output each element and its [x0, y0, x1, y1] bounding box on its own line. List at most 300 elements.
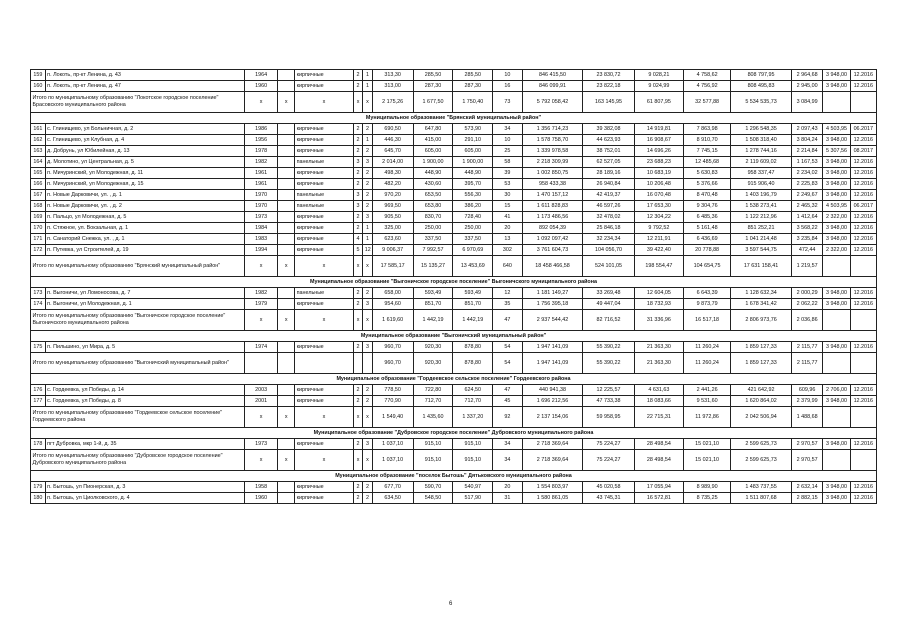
- table-cell: 163: [31, 146, 46, 157]
- total-label: Итого по муниципальному образованию "Гордеевское сельское поселение" Гордеевского района: [31, 407, 245, 428]
- table-cell: 517,90: [453, 493, 493, 504]
- table-cell: 2 964,68: [791, 70, 822, 81]
- table-cell: 1 483 737,55: [731, 482, 792, 493]
- table-cell: 2: [363, 493, 372, 504]
- table-cell: 10: [493, 135, 522, 146]
- table-cell: 1 678 341,42: [731, 299, 792, 310]
- table-cell: 653,50: [413, 190, 453, 201]
- table-cell: 11 260,24: [683, 342, 730, 353]
- table-cell: 1 092 097,42: [522, 234, 583, 245]
- table-row: [31, 124, 877, 135]
- table-cell: 658,00: [372, 288, 413, 299]
- table-cell: 55 390,22: [583, 342, 634, 353]
- section-title: Муниципальное образование "Выгоничское городское поселение" Выгоничского муниципального района: [31, 277, 877, 288]
- table-row: [31, 396, 877, 407]
- table-cell: 3 948,00: [823, 223, 850, 234]
- table-cell: [278, 190, 295, 201]
- table-cell: 11 972,86: [683, 407, 730, 428]
- table-cell: 1960: [244, 493, 278, 504]
- table-cell: 25 846,18: [583, 223, 634, 234]
- table-cell: 5 792 058,42: [522, 92, 583, 113]
- table-cell: 14 919,81: [634, 124, 683, 135]
- table-cell: кирпичные: [295, 385, 354, 396]
- table-cell: 2 599 625,73: [731, 450, 792, 471]
- table-cell: 164: [31, 157, 46, 168]
- table-cell: 337,50: [413, 234, 453, 245]
- table-cell: 3 235,84: [791, 234, 822, 245]
- table-cell: 958 433,38: [522, 179, 583, 190]
- table-cell: 524 101,05: [583, 256, 634, 277]
- table-cell: [823, 92, 850, 113]
- table-row: [31, 168, 877, 179]
- table-cell: д. Молотино, ул Центральная, д. 5: [45, 157, 244, 168]
- table-row: [31, 81, 877, 92]
- table-cell: 4 758,62: [683, 70, 730, 81]
- table-cell: 540,97: [453, 482, 493, 493]
- table-cell: 171: [31, 234, 46, 245]
- table-cell: 2 882,15: [791, 493, 822, 504]
- table-cell: 169: [31, 212, 46, 223]
- table-cell: 3 948,00: [823, 439, 850, 450]
- table-cell: [278, 234, 295, 245]
- table-cell: 2 042 506,94: [731, 407, 792, 428]
- table-cell: с. Гордеевка, ул Победы, д. 8: [45, 396, 244, 407]
- table-cell: кирпичные: [295, 179, 354, 190]
- table-cell: 28 498,54: [634, 439, 683, 450]
- table-cell: 2 225,83: [791, 179, 822, 190]
- table-cell: 2 115,77: [791, 342, 822, 353]
- table-cell: [278, 124, 295, 135]
- table-cell: x: [295, 92, 354, 113]
- table-cell: [278, 396, 295, 407]
- table-cell: 1 580 861,05: [522, 493, 583, 504]
- table-cell: x: [244, 407, 278, 428]
- table-cell: 2 970,57: [791, 439, 822, 450]
- table-cell: с. Гордеевка, ул Победы, д. 14: [45, 385, 244, 396]
- table-cell: 23 830,72: [583, 70, 634, 81]
- table-cell: 47: [493, 385, 522, 396]
- table-cell: 2 806 973,76: [731, 310, 792, 331]
- table-cell: 2: [363, 168, 372, 179]
- table-cell: 20: [493, 482, 522, 493]
- table-cell: 2 706,00: [823, 385, 850, 396]
- table-cell: x: [278, 407, 295, 428]
- table-cell: 16 908,67: [634, 135, 683, 146]
- table-cell: кирпичные: [295, 493, 354, 504]
- table-cell: 609,96: [791, 385, 822, 396]
- table-row: [31, 179, 877, 190]
- table-cell: x: [363, 256, 372, 277]
- table-cell: 728,40: [453, 212, 493, 223]
- table-cell: 39 382,08: [583, 124, 634, 135]
- table-cell: [363, 353, 372, 374]
- table-cell: 25: [493, 146, 522, 157]
- table-cell: 593,49: [453, 288, 493, 299]
- table-cell: 4 631,63: [634, 385, 683, 396]
- table-cell: 175: [31, 342, 46, 353]
- table-cell: 20 778,88: [683, 245, 730, 256]
- table-cell: 31: [493, 493, 522, 504]
- table-cell: 677,70: [372, 482, 413, 493]
- table-cell: 915,10: [453, 439, 493, 450]
- table-cell: 3 948,00: [823, 493, 850, 504]
- table-cell: 2 097,43: [791, 124, 822, 135]
- table-cell: 472,44: [791, 245, 822, 256]
- table-cell: пгт Дубровка, мкр 1-й, д. 35: [45, 439, 244, 450]
- section-header-row: [31, 331, 877, 342]
- table-cell: 2 718 369,64: [522, 439, 583, 450]
- table-cell: 39 422,40: [634, 245, 683, 256]
- table-row: [31, 70, 877, 81]
- table-cell: 75 224,27: [583, 439, 634, 450]
- table-cell: 3: [353, 190, 362, 201]
- table-cell: 9 531,60: [683, 396, 730, 407]
- table-cell: п. Санаторий Снежка, ул. , д. 1: [45, 234, 244, 245]
- table-cell: 39: [493, 168, 522, 179]
- table-cell: 2: [363, 201, 372, 212]
- table-cell: 179: [31, 482, 46, 493]
- table-cell: 172: [31, 245, 46, 256]
- table-cell: 06.2017: [850, 124, 876, 135]
- table-cell: [278, 299, 295, 310]
- table-cell: 9 792,52: [634, 223, 683, 234]
- table-cell: [244, 353, 278, 374]
- table-cell: 15 021,10: [683, 450, 730, 471]
- table-row: [31, 439, 877, 450]
- table-cell: 173: [31, 288, 46, 299]
- table-cell: x: [244, 92, 278, 113]
- table-cell: 3: [353, 201, 362, 212]
- table-cell: 12.2016: [850, 81, 876, 92]
- table-cell: 9 028,21: [634, 70, 683, 81]
- table-cell: 20: [493, 223, 522, 234]
- table-cell: кирпичные: [295, 70, 354, 81]
- table-cell: 12 225,57: [583, 385, 634, 396]
- table-cell: [278, 179, 295, 190]
- table-cell: 2: [363, 385, 372, 396]
- table-cell: 808 495,83: [731, 81, 792, 92]
- table-cell: 161: [31, 124, 46, 135]
- table-cell: 386,20: [453, 201, 493, 212]
- table-row: [31, 299, 877, 310]
- table-cell: 58: [493, 157, 522, 168]
- table-cell: 9 873,79: [683, 299, 730, 310]
- table-cell: 3 761 604,73: [522, 245, 583, 256]
- table-cell: 7 863,98: [683, 124, 730, 135]
- table-row: [31, 234, 877, 245]
- table-cell: [850, 92, 876, 113]
- table-cell: 17 055,94: [634, 482, 683, 493]
- table-cell: 2 632,14: [791, 482, 822, 493]
- table-cell: 2 000,29: [791, 288, 822, 299]
- table-cell: 498,30: [372, 168, 413, 179]
- table-cell: 06.2017: [850, 201, 876, 212]
- table-cell: [850, 407, 876, 428]
- table-cell: x: [278, 92, 295, 113]
- table-cell: 3 948,00: [823, 70, 850, 81]
- table-cell: 2: [353, 179, 362, 190]
- table-cell: 8 910,70: [683, 135, 730, 146]
- table-cell: 12.2016: [850, 385, 876, 396]
- table-cell: 165: [31, 168, 46, 179]
- table-row: [31, 385, 877, 396]
- table-cell: 1 508 318,40: [731, 135, 792, 146]
- section-title: Муниципальное образование "Выгоничский муниципальный район": [31, 331, 877, 342]
- table-cell: 2 718 369,64: [522, 450, 583, 471]
- table-cell: 2: [353, 482, 362, 493]
- table-cell: 1961: [244, 168, 278, 179]
- table-cell: 2 379,99: [791, 396, 822, 407]
- section-header-row: [31, 277, 877, 288]
- table-cell: 2: [353, 342, 362, 353]
- table-cell: 3: [363, 299, 372, 310]
- table-cell: 1973: [244, 439, 278, 450]
- table-cell: 448,90: [453, 168, 493, 179]
- table-cell: 17 631 158,41: [731, 256, 792, 277]
- table-cell: 1 696 212,56: [522, 396, 583, 407]
- table-cell: панельные: [295, 157, 354, 168]
- table-cell: кирпичные: [295, 342, 354, 353]
- table-cell: 2: [353, 493, 362, 504]
- table-cell: 2 937 544,42: [522, 310, 583, 331]
- table-cell: [295, 353, 354, 374]
- table-cell: 16 572,81: [634, 493, 683, 504]
- table-cell: 1970: [244, 201, 278, 212]
- table-cell: 325,00: [372, 223, 413, 234]
- table-cell: x: [353, 92, 362, 113]
- table-cell: 26 940,84: [583, 179, 634, 190]
- table-cell: 23 822,18: [583, 81, 634, 92]
- capital-repair-table: [30, 69, 877, 504]
- table-cell: 960,70: [372, 353, 413, 374]
- table-cell: 2 322,00: [823, 212, 850, 223]
- table-cell: 62 527,05: [583, 157, 634, 168]
- table-cell: [278, 493, 295, 504]
- table-cell: 1 578 758,70: [522, 135, 583, 146]
- table-cell: 1970: [244, 190, 278, 201]
- table-cell: 3 568,22: [791, 223, 822, 234]
- table-cell: 8 989,90: [683, 482, 730, 493]
- table-cell: 2 599 625,73: [731, 439, 792, 450]
- table-cell: 12.2016: [850, 190, 876, 201]
- table-cell: 160: [31, 81, 46, 92]
- table-cell: 1960: [244, 81, 278, 92]
- table-cell: [278, 439, 295, 450]
- total-label: Итого по муниципальному образованию "Дубровское городское поселение" Дубровского муниципального района: [31, 450, 245, 471]
- table-cell: 59 958,95: [583, 407, 634, 428]
- table-cell: 1 173 486,56: [522, 212, 583, 223]
- table-cell: 6 485,36: [683, 212, 730, 223]
- table-cell: 6 436,69: [683, 234, 730, 245]
- table-cell: 17 585,17: [372, 256, 413, 277]
- table-cell: [353, 353, 362, 374]
- table-cell: 640: [493, 256, 522, 277]
- table-cell: 4 503,95: [823, 201, 850, 212]
- table-cell: x: [353, 310, 362, 331]
- table-cell: 1982: [244, 157, 278, 168]
- table-cell: 722,80: [413, 385, 453, 396]
- table-row: [31, 201, 877, 212]
- table-cell: 10 683,19: [634, 168, 683, 179]
- table-cell: 12.2016: [850, 439, 876, 450]
- table-cell: 30: [493, 190, 522, 201]
- table-cell: 4 503,95: [823, 124, 850, 135]
- table-cell: [823, 310, 850, 331]
- table-cell: 13 453,69: [453, 256, 493, 277]
- table-cell: 969,50: [372, 201, 413, 212]
- table-cell: 38 752,01: [583, 146, 634, 157]
- table-cell: 645,70: [372, 146, 413, 157]
- table-cell: 958 337,47: [731, 168, 792, 179]
- table-cell: x: [295, 407, 354, 428]
- table-cell: 2: [363, 396, 372, 407]
- table-cell: 3 948,00: [823, 190, 850, 201]
- table-cell: 712,70: [453, 396, 493, 407]
- table-cell: 12 211,91: [634, 234, 683, 245]
- table-cell: 2003: [244, 385, 278, 396]
- table-cell: 960,70: [372, 342, 413, 353]
- table-cell: 1979: [244, 299, 278, 310]
- table-cell: x: [278, 450, 295, 471]
- table-cell: 623,60: [372, 234, 413, 245]
- table-cell: 1961: [244, 179, 278, 190]
- table-cell: 53: [493, 179, 522, 190]
- table-cell: 32 234,34: [583, 234, 634, 245]
- table-cell: 1: [363, 135, 372, 146]
- table-cell: 41: [493, 212, 522, 223]
- table-cell: 1 611 828,83: [522, 201, 583, 212]
- table-cell: 75 224,27: [583, 450, 634, 471]
- table-cell: 2 062,22: [791, 299, 822, 310]
- total-label: Итого по муниципальному образованию "Брянский муниципальный район": [31, 256, 245, 277]
- table-cell: 1 947 141,09: [522, 353, 583, 374]
- table-cell: 9 006,37: [372, 245, 413, 256]
- table-cell: 2 970,57: [791, 450, 822, 471]
- table-cell: [823, 450, 850, 471]
- table-cell: 12.2016: [850, 288, 876, 299]
- table-cell: 1 511 807,68: [731, 493, 792, 504]
- table-cell: 1964: [244, 70, 278, 81]
- table-cell: кирпичные: [295, 223, 354, 234]
- table-cell: 920,30: [413, 353, 453, 374]
- table-cell: 82 716,52: [583, 310, 634, 331]
- table-cell: 2 137 154,06: [522, 407, 583, 428]
- table-cell: 2 465,32: [791, 201, 822, 212]
- table-cell: 12.2016: [850, 223, 876, 234]
- table-cell: 3 084,99: [791, 92, 822, 113]
- table-cell: [823, 407, 850, 428]
- table-cell: кирпичные: [295, 135, 354, 146]
- table-cell: 3 948,00: [823, 81, 850, 92]
- table-cell: 830,70: [413, 212, 453, 223]
- table-cell: 178: [31, 439, 46, 450]
- table-cell: 8 735,25: [683, 493, 730, 504]
- table-cell: 1984: [244, 223, 278, 234]
- table-cell: 7 992,57: [413, 245, 453, 256]
- table-cell: 1 128 632,34: [731, 288, 792, 299]
- table-cell: 35: [493, 299, 522, 310]
- table-cell: 170: [31, 223, 46, 234]
- table-cell: 2: [363, 179, 372, 190]
- table-cell: 337,50: [453, 234, 493, 245]
- table-cell: 313,30: [372, 70, 413, 81]
- table-cell: 177: [31, 396, 46, 407]
- table-cell: п. Новые Дарковичи, ул. , д. 2: [45, 201, 244, 212]
- table-cell: 4: [353, 234, 362, 245]
- table-cell: 13: [493, 234, 522, 245]
- table-cell: 159: [31, 70, 46, 81]
- table-cell: 395,70: [453, 179, 493, 190]
- table-cell: 54: [493, 353, 522, 374]
- table-cell: 634,50: [372, 493, 413, 504]
- table-cell: 2 115,77: [791, 353, 822, 374]
- section-title: Муниципальное образование "Дубровское городское поселение" Дубровского муниципального района: [31, 428, 877, 439]
- table-cell: x: [363, 407, 372, 428]
- table-cell: 73: [493, 92, 522, 113]
- table-cell: 1 296 548,35: [731, 124, 792, 135]
- table-cell: 104 654,75: [683, 256, 730, 277]
- table-cell: 5 630,83: [683, 168, 730, 179]
- table-cell: 712,70: [413, 396, 453, 407]
- table-cell: [278, 288, 295, 299]
- table-cell: 448,90: [413, 168, 453, 179]
- table-row: [31, 146, 877, 157]
- table-cell: 1 037,10: [372, 439, 413, 450]
- table-cell: п. Локоть, пр-кт Ленина, д. 43: [45, 70, 244, 81]
- table-cell: 970,20: [372, 190, 413, 201]
- table-cell: [278, 70, 295, 81]
- table-cell: 1 167,53: [791, 157, 822, 168]
- table-cell: 15: [493, 201, 522, 212]
- table-cell: 1 412,64: [791, 212, 822, 223]
- table-cell: 1: [363, 81, 372, 92]
- table-cell: 1 002 850,75: [522, 168, 583, 179]
- table-cell: 593,49: [413, 288, 453, 299]
- table-cell: кирпичные: [295, 299, 354, 310]
- table-cell: 3 948,00: [823, 234, 850, 245]
- table-cell: 778,50: [372, 385, 413, 396]
- table-cell: 5 534 535,73: [731, 92, 792, 113]
- table-cell: 31 336,96: [634, 310, 683, 331]
- table-cell: 12 304,22: [634, 212, 683, 223]
- table-cell: 1982: [244, 288, 278, 299]
- table-cell: 2: [353, 299, 362, 310]
- table-cell: 3: [363, 212, 372, 223]
- table-cell: 2 036,86: [791, 310, 822, 331]
- table-cell: [278, 245, 295, 256]
- table-cell: 15 135,27: [413, 256, 453, 277]
- table-cell: [823, 256, 850, 277]
- table-cell: x: [353, 407, 362, 428]
- table-cell: 28 498,54: [634, 450, 683, 471]
- table-cell: 14 696,26: [634, 146, 683, 157]
- table-cell: x: [278, 310, 295, 331]
- table-cell: 1 554 803,97: [522, 482, 583, 493]
- table-cell: x: [295, 256, 354, 277]
- table-cell: [278, 385, 295, 396]
- table-cell: 440 941,38: [522, 385, 583, 396]
- table-cell: 2: [363, 190, 372, 201]
- table-cell: 287,30: [453, 81, 493, 92]
- table-cell: 12.2016: [850, 396, 876, 407]
- table-cell: x: [295, 310, 354, 331]
- table-cell: 1 337,20: [453, 407, 493, 428]
- table-row: [31, 482, 877, 493]
- table-cell: 3 597 544,75: [731, 245, 792, 256]
- table-cell: 250,00: [413, 223, 453, 234]
- table-cell: 1958: [244, 482, 278, 493]
- table-cell: 1 619,60: [372, 310, 413, 331]
